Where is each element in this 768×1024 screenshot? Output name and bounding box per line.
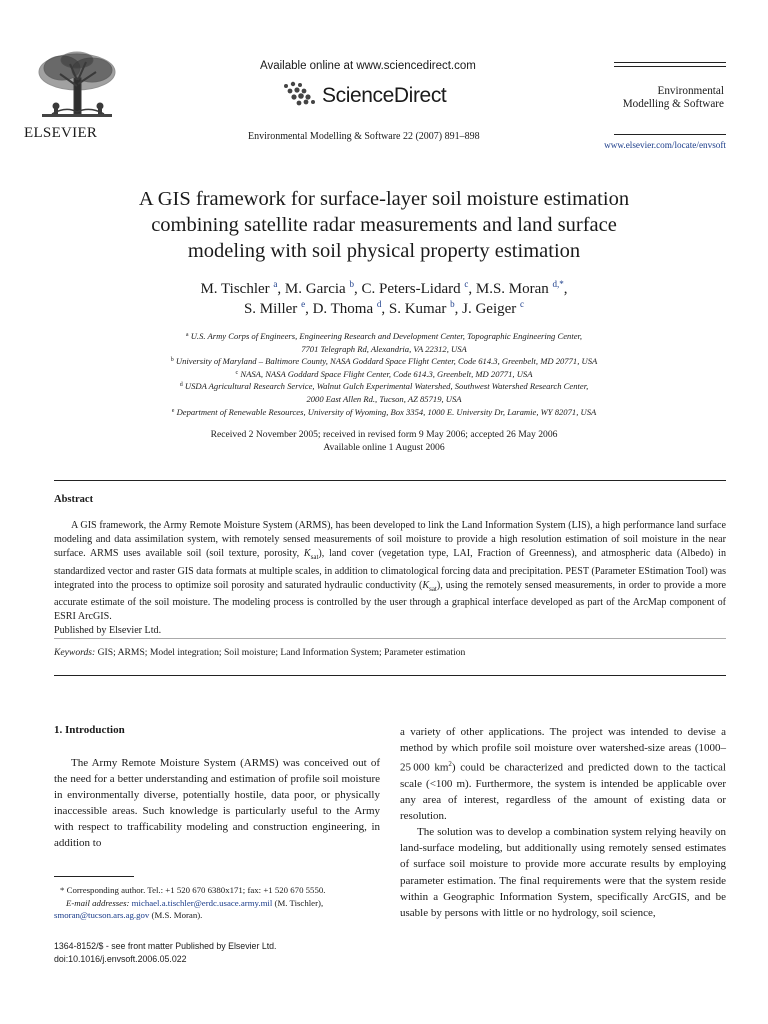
abstract-text: A GIS framework, the Army Remote Moisture System (ARMS), has been developed to link the Land Information System (LIS), a high performance land surface modeling and data assimilation system, with remotely sensed measurements of soil moisture to provide a high resolution estimation of soil moisture in the near surface. ARMS uses available soil (soil texture, porosity, $K_{sat}$), land cover (vegetation type, LAI, Fraction of Greenness), and atmospheric data (Albedo) in standardized vector and raster GIS data formats at multiple scales, in addition to climatological forcing data and precipitation. PEST (Parameter EStimation Tool) was integrated into the process to optimize soil porosity and saturated hydraulic conductivity $(K_{sat})$, using the remotely sensed measurements, in order to provide a more accurate estimate of the soil moisture. The modeling process is controlled by the user through a graphical interface developed as part of the ArcMap component of ESRI ArcGIS. Published by Elsevier Ltd. [54,519,726,639]
header-rule-top [614,62,726,63]
affiliation-c: $^c$ NASA, NASA Goddard Space Flight Center, Code 614.3, Greenbelt, MD 20771, USA [235,368,533,379]
abstract-top-rule [54,480,726,481]
keywords-list: GIS; ARMS; Model integration; Soil moisture; Land Information System; Parameter estimation [95,647,466,658]
received-dates: Received 2 November 2005; received in revised form 9 May 2006; accepted 26 May 2006 [210,429,558,440]
author-affiliation-mark[interactable]: b [349,279,354,289]
keywords [54,647,726,658]
email-link-tischler[interactable]: michael.a.tischler@erdc.usace.army.mil [131,897,273,908]
paragraph: a variety of other applications. The project was intended to devise a method by which profile soil moisture over watershed-size areas (1000–25 000 $km^2$) could be characterized and predicted down to the tactical scale (<100 m). Furthermore, the system is intended be applicable over any area of interest, regardless of the amount of existing data or resolution. [400,726,726,823]
affiliation-e: $^e$ Department of Renewable Resources, University of Wyoming, Box 3354, 1000 E. University Dr, Laramie, WY 82071, USA [171,406,597,417]
author-name[interactable]: C. Peters-Lidard [361,281,461,297]
publisher-name: ELSEVIER [24,125,98,141]
journal-name-line1: Environmental [657,85,724,97]
publisher-note: Published by Elsevier Ltd. [54,625,162,637]
journal-name-line2: Modelling & Software [622,98,724,110]
body-right-column [400,724,726,921]
author-name[interactable]: S. Miller [243,301,298,317]
footnotes: * Corresponding author. Tel.: +1 520 670 6380x171; fax: +1 520 670 5550. E-mail addresses: michael.a.tischler@erdc.usace.army.mil (M. Tischler), smoran@tucson.ars.ag.gov (M.S. Moran). [54,884,380,922]
affiliation-b: $^b$ University of Maryland – Baltimore County, NASA Goddard Space Flight Center, Code 614.3, Greenbelt, MD 20771, USA [170,356,598,367]
journal-name [614,85,724,111]
journal-url-link[interactable]: www.elsevier.com/locate/envsoft [604,140,726,150]
author-affiliation-mark[interactable]: e [301,299,306,309]
title-line-2: combining satellite radar measurements and land surface [151,214,617,236]
paragraph: The Army Remote Moisture System (ARMS) was conceived out of the need for a better understanding and estimation of profile soil moisture in environmentally diverse, potentially hostile, data poor, or physically inaccessible areas. Such knowledge is particularly useful to the Army with respect to trafficability modeling and construction engineering, in addition to [54,757,380,850]
author-name[interactable]: J. Geiger [462,301,517,317]
header-rule-top-2 [614,66,726,67]
email-label: E-mail addresses: [66,897,130,908]
author-affiliation-mark[interactable]: a [273,279,278,289]
author-affiliation-mark[interactable]: c [464,279,469,289]
header-rule-bottom [614,134,726,135]
affiliations [84,330,684,418]
doi-line[interactable]: doi:10.1016/j.envsoft.2006.05.022 [54,953,187,964]
affiliation-a-cont: 7701 Telegraph Rd, Alexandria, VA 22312, USA [301,343,467,354]
affiliation-d-cont: 2000 East Allen Rd., Tucson, AZ 85719, USA [306,393,462,404]
footnote-rule [54,876,134,877]
abstract-bottom-rule [54,675,726,676]
body-left-column [54,755,380,852]
author-name[interactable]: M.S. Moran [475,281,549,297]
corresponding-author-note: * Corresponding author. Tel.: +1 520 670 6380x171; fax: +1 520 670 5550. [60,885,326,895]
author-affiliation-mark[interactable]: c [520,299,525,309]
email-link-moran[interactable]: smoran@tucson.ars.ag.gov [54,910,150,921]
section-heading-introduction: 1. Introduction [54,724,125,736]
affiliation-d: $^d$ USDA Agricultural Research Service, Walnut Gulch Experimental Watershed, Southwest Watershed Research Center, [179,381,589,392]
issn-line: 1364-8152/$ - see front matter Published by Elsevier Ltd. [54,941,277,951]
publisher-tree-logo [22,50,132,124]
sciencedirect-brand: ScienceDirect [322,84,447,107]
author-affiliation-mark[interactable]: b [450,299,455,309]
author-name[interactable]: M. Tischler [200,281,270,297]
affiliation-a: $^a$ U.S. Army Corps of Engineers, Engineering Research and Development Center, Topographic Engineering Center, [185,331,583,341]
title-line-3: modeling with soil physical property estimation [187,240,581,262]
journal-reference: Environmental Modelling & Software 22 (2007) 891–898 [248,131,480,142]
available-online-date: Available online 1 August 2006 [323,442,445,453]
abstract-heading: Abstract [54,494,94,505]
author-list: M. Tischler $^a$, M. Garcia $^b$, C. Peters-Lidard $^c$, M.S. Moran $^{d,*}$, S. Miller $^e$, D. Thoma $^d$, S. Kumar $^b$, J. Geiger $^c$ [200,279,568,317]
title-line-1: A GIS framework for surface-layer soil moisture estimation [138,188,630,210]
author-name[interactable]: S. Kumar [388,301,447,317]
author-name[interactable]: D. Thoma [312,301,374,317]
article-dates [84,428,684,454]
front-matter [54,940,277,965]
paragraph: The solution was to develop a combination system relying heavily on land-surface modeling, but additionally using remotely sensed estimates of surface soil moisture to provide more accurate results by employing parameter estimation. The final requirements were that the system reside within a Geographic Information System, specifically ArcGIS, and be usable by persons with little or no hydrology, soil science, [400,826,726,919]
keywords-divider [54,638,726,639]
available-online-text: Available online at www.sciencedirect.com [260,60,476,72]
author-affiliation-mark[interactable]: d,* [552,279,564,289]
author-affiliation-mark[interactable]: d [376,299,382,309]
sciencedirect-dots-icon [280,80,320,108]
keywords-label: Keywords: [54,647,96,658]
author-name[interactable]: M. Garcia [284,281,346,297]
article-title [84,186,684,264]
